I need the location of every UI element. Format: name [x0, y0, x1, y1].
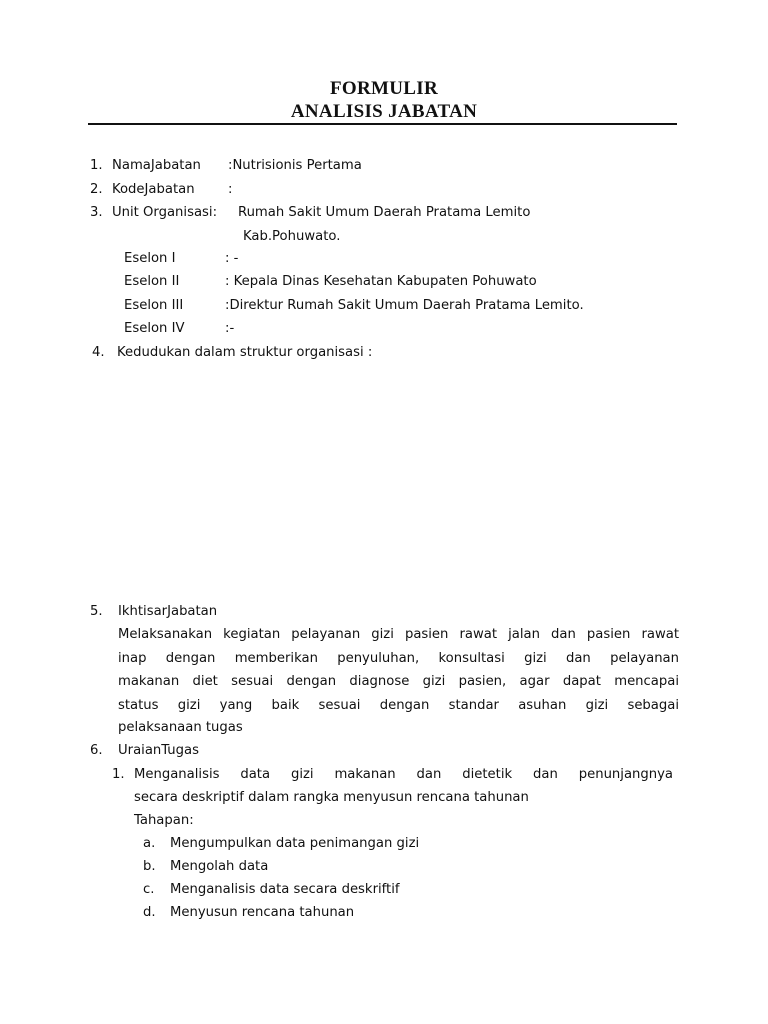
stage-letter: a. — [143, 836, 156, 851]
item-number: 6. — [90, 743, 103, 758]
item-label: KodeJabatan — [112, 182, 195, 197]
eselon-value: :Direktur Rumah Sakit Umum Daerah Pratama Lemito. — [225, 298, 584, 313]
item-label: NamaJabatan — [112, 158, 201, 173]
eselon-label: Eselon II — [124, 274, 180, 289]
ikhtisar-paragraph-line: pelaksanaan tugas — [118, 720, 243, 735]
eselon-value: : Kepala Dinas Kesehatan Kabupaten Pohuwato — [225, 274, 537, 289]
eselon-label: Eselon IV — [124, 321, 185, 336]
item-number: 4. — [92, 345, 105, 360]
stage-text: Mengumpulkan data penimangan gizi — [170, 836, 420, 851]
task-1-line: secara deskriptif dalam rangka menyusun rencana tahunan — [134, 790, 529, 805]
item-label: Kedudukan dalam struktur organisasi : — [117, 345, 373, 360]
ikhtisar-paragraph-line: Melaksanakan kegiatan pelayanan gizi pasien rawat jalan dan pasien rawat — [118, 627, 679, 642]
eselon-value: :- — [225, 321, 235, 336]
item-number: 2. — [90, 182, 103, 197]
eselon-label: Eselon III — [124, 298, 184, 313]
item-number: 3. — [90, 205, 103, 220]
item-value: :Nutrisionis Pertama — [228, 158, 362, 173]
stage-letter: d. — [143, 905, 156, 920]
eselon-value: : - — [225, 251, 239, 266]
ikhtisar-paragraph-line: inap dengan memberikan penyuluhan, konsultasi gizi dan pelayanan — [118, 651, 679, 666]
item-value: Rumah Sakit Umum Daerah Pratama Lemito — [238, 205, 531, 220]
ikhtisar-paragraph-line: makanan diet sesuai dengan diagnose gizi pasien, agar dapat mencapai — [118, 674, 679, 689]
item-label: IkhtisarJabatan — [118, 604, 218, 619]
stage-text: Menganalisis data secara deskriftif — [170, 882, 400, 897]
form-title: FORMULIR — [330, 78, 438, 99]
stage-text: Mengolah data — [170, 859, 269, 874]
stage-letter: c. — [143, 882, 155, 897]
eselon-label: Eselon I — [124, 251, 176, 266]
item-number: 5. — [90, 604, 103, 619]
item-label: UraianTugas — [118, 743, 199, 758]
stage-text: Menyusun rencana tahunan — [170, 905, 355, 920]
task-number: 1. — [112, 767, 125, 782]
ikhtisar-paragraph-line: status gizi yang baik sesuai dengan standar asuhan gizi sebagai — [118, 698, 679, 713]
form-subtitle: ANALISIS JABATAN — [290, 101, 478, 122]
item-number: 1. — [90, 158, 103, 173]
item-3-value-continued: Kab.Pohuwato. — [243, 229, 341, 244]
task-1-line: Menganalisis data gizi makanan dan dietetik dan penunjangnya — [134, 767, 673, 782]
item-label: Unit Organisasi: — [112, 205, 218, 220]
stage-letter: b. — [143, 859, 156, 874]
title-divider — [88, 123, 677, 125]
item-value: : — [228, 182, 233, 197]
task-1-stages-label: Tahapan: — [134, 813, 194, 828]
